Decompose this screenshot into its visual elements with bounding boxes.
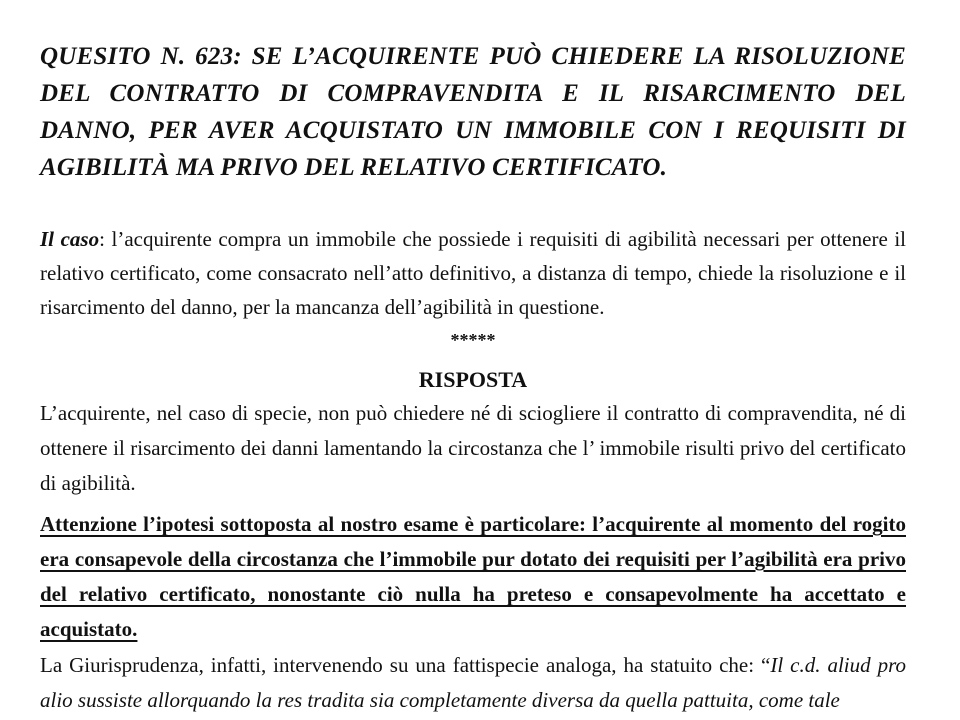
answer-paragraph-2: Attenzione l’ipotesi sottoposta al nostro esame è particolare: l’acquirente al momento del rogito era consapevole della circostanza che l’immobile pur dotato dei requisiti per l’agibilità era privo del relativo certificato, nonostante ciò nulla ha preteso e consapevolmente ha accettato e acquistato.	[40, 512, 906, 641]
case-paragraph	[40, 222, 906, 324]
answer-paragraph-3	[40, 648, 906, 718]
document-title: QUESITO N. 623: SE L’ACQUIRENTE PUÒ CHIEDERE LA RISOLUZIONE DEL CONTRATTO DI COMPRAVENDITA E IL RISARCIMENTO DEL DANNO, PER AVER ACQUISTATO UN IMMOBILE CON I REQUISITI DI AGIBILITÀ MA PRIVO DEL RELATIVO CERTIFICATO.	[40, 43, 906, 181]
paragraph-3-quote: Il c.d. aliud pro alio sussiste allorquando la res tradita sia completamente diversa da quella pattuita, come tale	[40, 653, 907, 712]
paragraph-3-lead: La Giurisprudenza, infatti, intervenendo su una fattispecie analoga, ha statuito che: “	[40, 653, 771, 677]
section-separator: *****	[450, 330, 496, 350]
case-lead: Il caso	[40, 227, 100, 251]
answer-paragraph-1: L’acquirente, nel caso di specie, non può chiedere né di sciogliere il contratto di compravendita, né di ottenere il risarcimento dei danni lamentando la circostanza che l’ immobile risulti privo del certificato di agibilità.	[40, 401, 906, 495]
section-heading: RISPOSTA	[418, 367, 528, 392]
case-text: : l’acquirente compra un immobile che possiede i requisiti di agibilità necessari per ottenere il relativo certificato, come consacrato nell’atto definitivo, a distanza di tempo, chiede la risoluzione e il risarcimento del danno, per la mancanza dell’agibilità in questione.	[40, 227, 907, 319]
